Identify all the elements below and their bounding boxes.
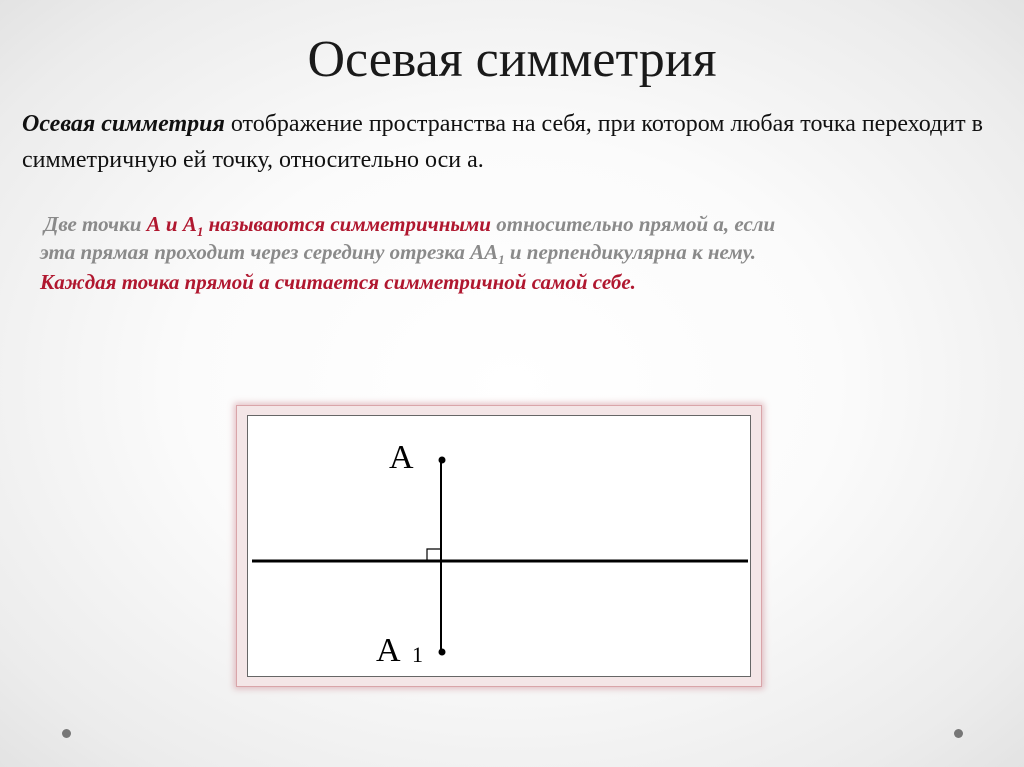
self-symmetry-note: Каждая точка прямой а считается симметричной самой себе. <box>40 270 636 294</box>
figure-frame <box>236 405 762 687</box>
label-a1-subscript: 1 <box>412 642 423 667</box>
statement-line-1 <box>44 210 1004 238</box>
label-a: A <box>389 439 414 476</box>
symmetry-statement <box>40 210 1004 268</box>
definition-body: отображение пространства на себя, при котором любая точка переходит в симметричную ей точку, относительно оси а. <box>22 111 983 173</box>
point-a1-term: А <box>182 212 197 236</box>
point-a1-subscript: 1 <box>196 224 204 240</box>
statement-lead: Две точки <box>44 212 147 236</box>
segment-subscript: 1 <box>498 252 505 268</box>
statement-relative: относительно прямой а, если <box>491 212 776 236</box>
statement-line-2 <box>40 238 1004 266</box>
point-a1-dot <box>439 649 446 656</box>
bottom-left-dot-icon <box>62 729 71 738</box>
slide-title: Осевая симметрия <box>307 31 717 88</box>
definition-term: Осевая симметрия <box>22 111 225 137</box>
point-a-term: А <box>146 212 161 236</box>
statement-midpoint: эта прямая проходит через середину отрезка АА <box>40 240 499 264</box>
statement-perpendicular: и перпендикулярна к нему. <box>504 240 756 264</box>
point-a-dot <box>439 457 446 464</box>
bottom-right-dot-icon <box>954 729 963 738</box>
symmetry-diagram <box>247 415 751 677</box>
diagram-svg <box>248 416 752 678</box>
and-term: и <box>160 212 183 236</box>
definition-text <box>22 106 1012 178</box>
right-angle-mark <box>427 549 441 561</box>
label-a1: A <box>376 632 401 669</box>
symmetric-term: называются симметричными <box>203 212 491 236</box>
